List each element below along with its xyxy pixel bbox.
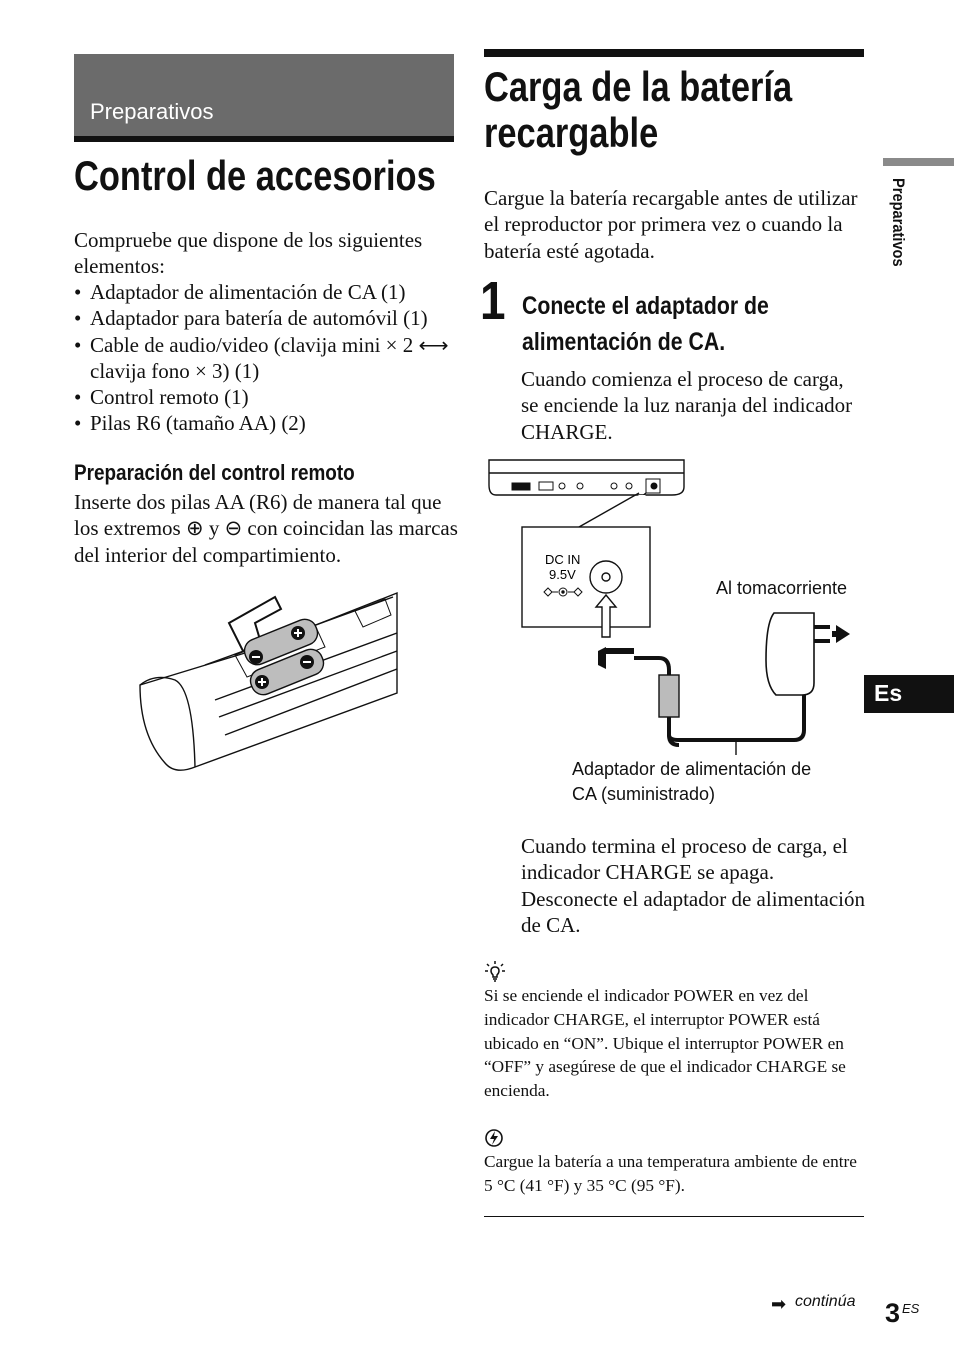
step-title: Conecte el adaptador de alimentación de CA. — [522, 292, 769, 356]
accessory-item: • Cable de audio/video (clavija mini × 2 ⟷ clavija fono × 3) (1) — [74, 332, 464, 385]
accessories-list — [74, 279, 464, 437]
outlet-label: Al tomacorriente — [716, 578, 848, 598]
remote-battery-illustration — [135, 585, 400, 775]
adapter-label-line: Adaptador de alimentación de — [572, 759, 812, 779]
continue-label: continúa — [795, 1293, 856, 1310]
continue-arrow-icon: ➡ — [771, 1294, 787, 1314]
accessories-intro: Compruebe que dispone de los siguientes elementos: — [74, 228, 423, 279]
accessory-item: • Adaptador para batería de automóvil (1) — [74, 305, 464, 331]
step-number: 1 — [480, 271, 506, 331]
adapter-label-line: CA (suministrado) — [572, 784, 716, 804]
language-tab-label: Es — [874, 680, 903, 706]
caution-icon — [485, 1129, 503, 1147]
voltage-label: 9.5V — [549, 567, 576, 582]
remote-instructions: Inserte dos pilas AA (R6) de manera tal que los extremos ⊕ y ⊖ con coincidan las marcas del interior del compartimiento. — [74, 490, 458, 567]
tip-lightbulb-icon — [484, 960, 506, 984]
charge-finish-text: Cuando termina el proceso de carga, el indicador CHARGE se apaga. Desconecte el adaptador de alimentación de CA. — [521, 834, 865, 937]
heading-battery-charge: Carga de la batería recargable — [484, 63, 793, 156]
accessory-item: • Adaptador de alimentación de CA (1) — [74, 279, 464, 305]
side-section-label: Preparativos — [889, 178, 908, 267]
step-description: Cuando comienza el proceso de carga, se enciende la luz naranja del indicador CHARGE. — [521, 367, 853, 444]
heading-rule — [484, 49, 864, 57]
page-number: 3 — [885, 1298, 901, 1328]
adapter-label — [572, 757, 811, 807]
caution-text: Cargue la batería a una temperatura ambiente de entre 5 °C (41 °F) y 35 °C (95 °F). — [484, 1152, 857, 1195]
section-end-rule — [484, 1216, 864, 1217]
charge-intro: Cargue la batería recargable antes de utilizar el reproductor por primera vez o cuando la batería esté agotada. — [484, 186, 858, 263]
accessory-item: • Pilas R6 (tamaño AA) (2) — [74, 410, 464, 436]
tip-text: Si se enciende el indicador POWER en vez del indicador CHARGE, el interruptor POWER está ubicado en “ON”. Ubique el interruptor POWER en “OFF” y asegúrese de que el indicador CHARGE se encienda. — [484, 986, 846, 1101]
language-tab — [864, 675, 954, 713]
heading-accessories: Control de accesorios — [74, 152, 436, 199]
remote-subheading: Preparación del control remoto — [74, 460, 355, 485]
accessory-item: • Control remoto (1) — [74, 384, 464, 410]
section-header-rule — [74, 136, 454, 142]
charging-illustration — [484, 455, 864, 755]
section-label: Preparativos — [90, 99, 214, 124]
side-section-bar — [883, 158, 954, 166]
dc-in-label: DC IN — [545, 552, 581, 567]
page-number-suffix: ES — [902, 1301, 920, 1316]
